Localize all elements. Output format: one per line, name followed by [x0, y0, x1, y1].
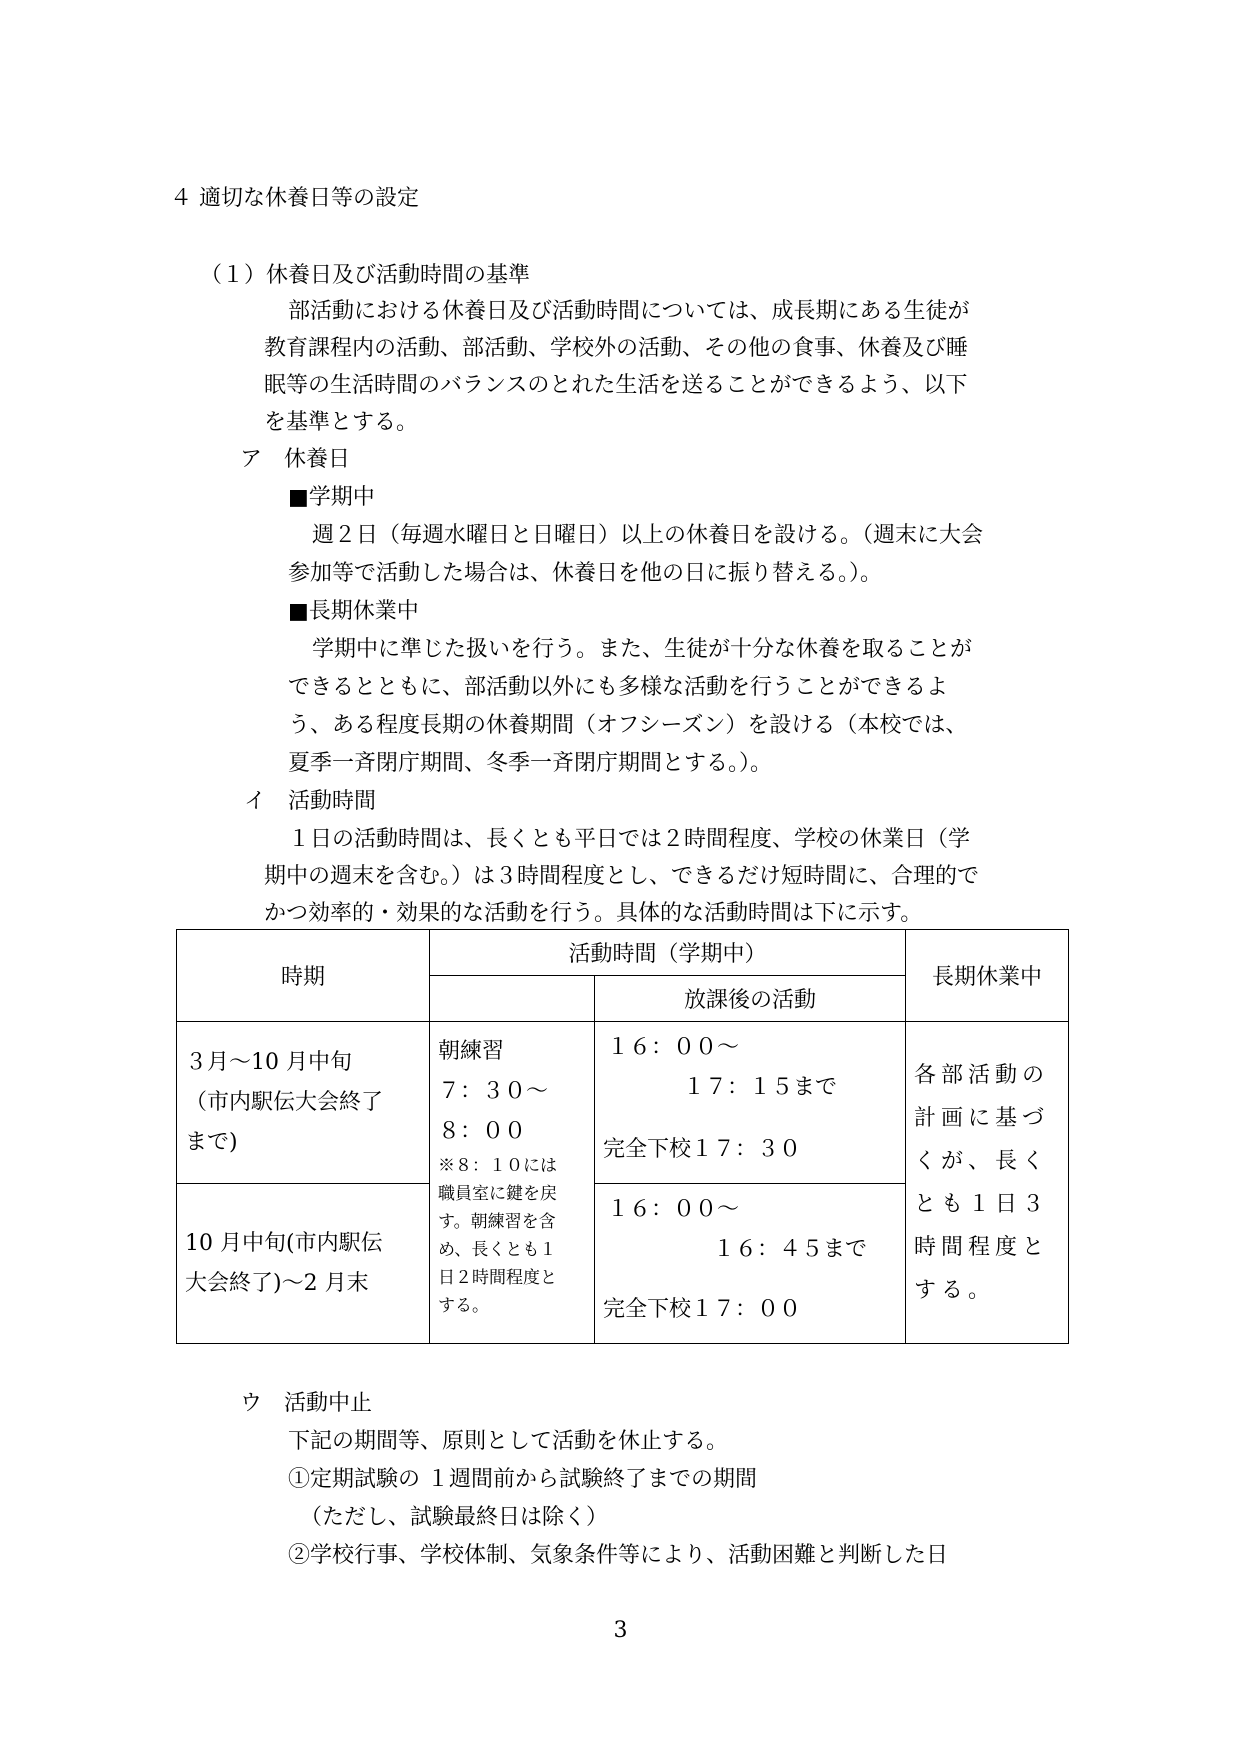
- term-line-2: 参加等で活動した場合は、休養日を他の日に振り替える。）。: [288, 561, 883, 586]
- vacation-line-1: 学期中に準じた扱いを行う。また、生徒が十分な休養を取ることが: [312, 637, 973, 662]
- header-vacation: 長期休業中: [906, 930, 1069, 1022]
- header-after-school: 放課後の活動: [595, 976, 906, 1022]
- vacation-line-4: 夏季一斉閉庁期間、冬季一斉閉庁期間とする。）。: [288, 751, 773, 776]
- row1-period: ３月～10 月中旬 （市内駅伝大会終了 まで): [177, 1022, 430, 1184]
- activity-line-3: かつ効率的・効果的な活動を行う。具体的な活動時間は下に示す。: [264, 901, 923, 926]
- subsection-heading: （１）休養日及び活動時間の基準: [200, 263, 531, 288]
- suspension-text: 下記の期間等、原則として活動を休止する。: [288, 1429, 729, 1454]
- row2-after-school: １６：００～ １６：４５まで 完全下校１７：００: [595, 1184, 906, 1344]
- activity-line-2: 期中の週末を含む。）は３時間程度とし、できるだけ短時間に、合理的で: [264, 864, 980, 889]
- section-heading: ４ 適切な休養日等の設定: [170, 186, 419, 211]
- page-number: 3: [613, 1618, 628, 1643]
- vacation-label: ■長期休業中: [288, 599, 419, 624]
- row2-period: 10 月中旬(市内駅伝 大会終了)～2 月末: [177, 1184, 430, 1344]
- suspension-point-1-note: （ただし、試験最終日は除く）: [300, 1505, 609, 1530]
- intro-line-1: 部活動における休養日及び活動時間については、成長期にある生徒が: [288, 299, 970, 324]
- vacation-activity: 各部活動の 計画に基づ くが、長く とも１日３ 時間程度と する。: [906, 1022, 1069, 1344]
- item-i-heading: イ 活動時間: [244, 789, 377, 814]
- suspension-point-2: ②学校行事、学校体制、気象条件等により、活動困難と判断した日: [288, 1543, 949, 1568]
- item-u-heading: ウ 活動中止: [240, 1391, 373, 1416]
- term-line-1: 週２日（毎週水曜日と日曜日）以上の休養日を設ける。（週末に大会: [312, 523, 984, 548]
- row1-after-school: １６：００～ １７：１５まで 完全下校１７：３０: [595, 1022, 906, 1184]
- intro-line-4: を基準とする。: [264, 410, 419, 435]
- header-period: 時期: [177, 930, 430, 1022]
- intro-line-2: 教育課程内の活動、部活動、学校外の活動、その他の食事、休養及び睡: [264, 336, 969, 361]
- activity-line-1: １日の活動時間は、長くとも平日では２時間程度、学校の休業日（学: [288, 827, 971, 852]
- header-activity: 活動時間（学期中）: [430, 930, 906, 976]
- suspension-point-1: ①定期試験の １週間前から試験終了までの期間: [288, 1467, 757, 1492]
- morning-practice: 朝練習 ７：３０～ ８：００ ※８：１０には 職員室に鍵を戻 す。朝練習を含 め、長くとも１ 日２時間程度と する。: [430, 1022, 595, 1344]
- intro-line-3: 眠等の生活時間のバランスのとれた生活を送ることができるよう、以下: [264, 373, 968, 398]
- item-a-heading: ア 休養日: [240, 447, 351, 472]
- vacation-line-2: できるとともに、部活動以外にも多様な活動を行うことができるよ: [288, 675, 949, 700]
- vacation-line-3: う、ある程度長期の休養期間（オフシーズン）を設ける（本校では、: [288, 713, 968, 738]
- activity-time-table: [176, 929, 1069, 1344]
- term-label: ■学期中: [288, 485, 375, 510]
- header-morning-blank: [430, 976, 595, 1022]
